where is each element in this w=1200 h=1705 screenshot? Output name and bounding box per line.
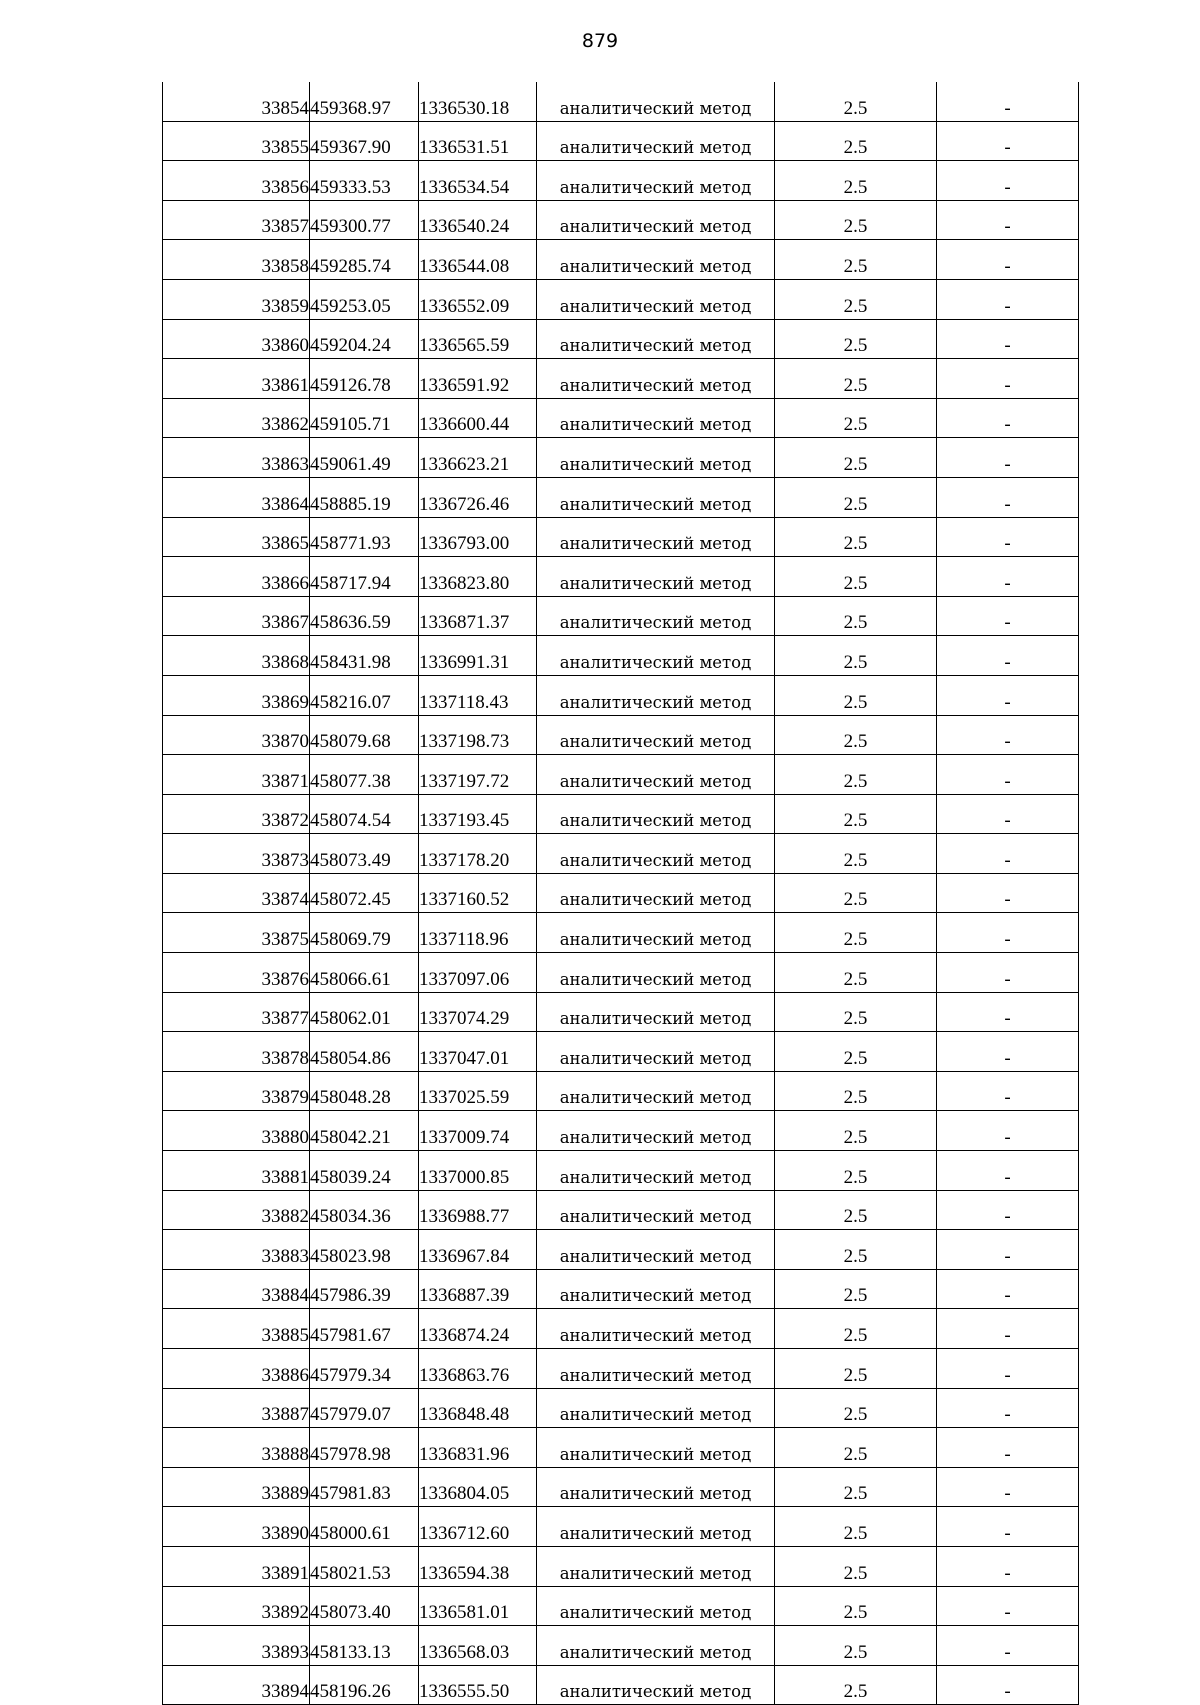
method-cell: аналитический метод <box>537 913 775 953</box>
note-cell: - <box>937 319 1079 359</box>
accuracy-cell: 2.5 <box>775 279 937 319</box>
accuracy-cell: 2.5 <box>775 398 937 438</box>
method-cell: аналитический метод <box>537 1428 775 1468</box>
y-coordinate-cell: 1336871.37 <box>419 596 537 636</box>
method-cell: аналитический метод <box>537 438 775 478</box>
y-coordinate-cell: 1336712.60 <box>419 1507 537 1547</box>
y-coordinate-cell: 1337074.29 <box>419 992 537 1032</box>
x-coordinate-cell: 458196.26 <box>310 1665 419 1705</box>
note-cell: - <box>937 1507 1079 1547</box>
point-number-cell: 33883 <box>163 1230 310 1270</box>
y-coordinate-cell: 1336863.76 <box>419 1349 537 1389</box>
table-row <box>163 873 1079 913</box>
point-number-cell: 33886 <box>163 1349 310 1389</box>
x-coordinate-cell: 458073.49 <box>310 834 419 874</box>
accuracy-cell: 2.5 <box>775 1507 937 1547</box>
x-coordinate-cell: 458771.93 <box>310 517 419 557</box>
table-row <box>163 1190 1079 1230</box>
x-coordinate-cell: 458054.86 <box>310 1032 419 1072</box>
note-cell: - <box>937 1151 1079 1191</box>
accuracy-cell: 2.5 <box>775 755 937 795</box>
y-coordinate-cell: 1336534.54 <box>419 161 537 201</box>
point-number-cell: 33892 <box>163 1586 310 1626</box>
table-row <box>163 1269 1079 1309</box>
table-row <box>163 1626 1079 1666</box>
y-coordinate-cell: 1336991.31 <box>419 636 537 676</box>
y-coordinate-cell: 1336623.21 <box>419 438 537 478</box>
x-coordinate-cell: 457981.67 <box>310 1309 419 1349</box>
x-coordinate-cell: 458062.01 <box>310 992 419 1032</box>
point-number-cell: 33854 <box>163 82 310 121</box>
table-row <box>163 913 1079 953</box>
x-coordinate-cell: 459061.49 <box>310 438 419 478</box>
note-cell: - <box>937 1428 1079 1468</box>
point-number-cell: 33855 <box>163 121 310 161</box>
note-cell: - <box>937 438 1079 478</box>
method-cell: аналитический метод <box>537 557 775 597</box>
point-number-cell: 33884 <box>163 1269 310 1309</box>
table-row <box>163 675 1079 715</box>
method-cell: аналитический метод <box>537 1467 775 1507</box>
note-cell: - <box>937 1586 1079 1626</box>
table-row <box>163 1467 1079 1507</box>
table-row <box>163 1586 1079 1626</box>
accuracy-cell: 2.5 <box>775 477 937 517</box>
note-cell: - <box>937 873 1079 913</box>
y-coordinate-cell: 1336555.50 <box>419 1665 537 1705</box>
accuracy-cell: 2.5 <box>775 359 937 399</box>
point-number-cell: 33876 <box>163 953 310 993</box>
point-number-cell: 33890 <box>163 1507 310 1547</box>
method-cell: аналитический метод <box>537 1111 775 1151</box>
note-cell: - <box>937 596 1079 636</box>
y-coordinate-cell: 1337097.06 <box>419 953 537 993</box>
x-coordinate-cell: 459204.24 <box>310 319 419 359</box>
point-number-cell: 33891 <box>163 1546 310 1586</box>
note-cell: - <box>937 992 1079 1032</box>
x-coordinate-cell: 457978.98 <box>310 1428 419 1468</box>
point-number-cell: 33856 <box>163 161 310 201</box>
method-cell: аналитический метод <box>537 279 775 319</box>
y-coordinate-cell: 1336540.24 <box>419 200 537 240</box>
x-coordinate-cell: 458000.61 <box>310 1507 419 1547</box>
method-cell: аналитический метод <box>537 1071 775 1111</box>
x-coordinate-cell: 459368.97 <box>310 82 419 121</box>
method-cell: аналитический метод <box>537 675 775 715</box>
y-coordinate-cell: 1336568.03 <box>419 1626 537 1666</box>
point-number-cell: 33867 <box>163 596 310 636</box>
note-cell: - <box>937 477 1079 517</box>
method-cell: аналитический метод <box>537 1190 775 1230</box>
y-coordinate-cell: 1336804.05 <box>419 1467 537 1507</box>
accuracy-cell: 2.5 <box>775 1151 937 1191</box>
x-coordinate-cell: 458216.07 <box>310 675 419 715</box>
accuracy-cell: 2.5 <box>775 161 937 201</box>
point-number-cell: 33873 <box>163 834 310 874</box>
y-coordinate-cell: 1336530.18 <box>419 82 537 121</box>
note-cell: - <box>937 200 1079 240</box>
accuracy-cell: 2.5 <box>775 1586 937 1626</box>
method-cell: аналитический метод <box>537 121 775 161</box>
y-coordinate-cell: 1337118.96 <box>419 913 537 953</box>
point-number-cell: 33868 <box>163 636 310 676</box>
point-number-cell: 33893 <box>163 1626 310 1666</box>
method-cell: аналитический метод <box>537 398 775 438</box>
y-coordinate-cell: 1336600.44 <box>419 398 537 438</box>
point-number-cell: 33880 <box>163 1111 310 1151</box>
point-number-cell: 33872 <box>163 794 310 834</box>
x-coordinate-cell: 459333.53 <box>310 161 419 201</box>
x-coordinate-cell: 458133.13 <box>310 1626 419 1666</box>
accuracy-cell: 2.5 <box>775 319 937 359</box>
note-cell: - <box>937 240 1079 280</box>
x-coordinate-cell: 458073.40 <box>310 1586 419 1626</box>
table-row <box>163 1032 1079 1072</box>
method-cell: аналитический метод <box>537 596 775 636</box>
accuracy-cell: 2.5 <box>775 82 937 121</box>
method-cell: аналитический метод <box>537 1151 775 1191</box>
y-coordinate-cell: 1336793.00 <box>419 517 537 557</box>
point-number-cell: 33859 <box>163 279 310 319</box>
coordinates-table <box>162 82 1079 1705</box>
y-coordinate-cell: 1336874.24 <box>419 1309 537 1349</box>
x-coordinate-cell: 458885.19 <box>310 477 419 517</box>
accuracy-cell: 2.5 <box>775 992 937 1032</box>
note-cell: - <box>937 834 1079 874</box>
point-number-cell: 33863 <box>163 438 310 478</box>
note-cell: - <box>937 398 1079 438</box>
point-number-cell: 33888 <box>163 1428 310 1468</box>
accuracy-cell: 2.5 <box>775 200 937 240</box>
y-coordinate-cell: 1336531.51 <box>419 121 537 161</box>
method-cell: аналитический метод <box>537 1586 775 1626</box>
x-coordinate-cell: 458072.45 <box>310 873 419 913</box>
method-cell: аналитический метод <box>537 873 775 913</box>
note-cell: - <box>937 1546 1079 1586</box>
y-coordinate-cell: 1337160.52 <box>419 873 537 913</box>
point-number-cell: 33871 <box>163 755 310 795</box>
method-cell: аналитический метод <box>537 953 775 993</box>
x-coordinate-cell: 458074.54 <box>310 794 419 834</box>
method-cell: аналитический метод <box>537 1626 775 1666</box>
method-cell: аналитический метод <box>537 319 775 359</box>
point-number-cell: 33861 <box>163 359 310 399</box>
note-cell: - <box>937 755 1079 795</box>
point-number-cell: 33894 <box>163 1665 310 1705</box>
accuracy-cell: 2.5 <box>775 794 937 834</box>
accuracy-cell: 2.5 <box>775 636 937 676</box>
method-cell: аналитический метод <box>537 715 775 755</box>
method-cell: аналитический метод <box>537 1032 775 1072</box>
note-cell: - <box>937 636 1079 676</box>
x-coordinate-cell: 459285.74 <box>310 240 419 280</box>
table-row <box>163 794 1079 834</box>
y-coordinate-cell: 1336848.48 <box>419 1388 537 1428</box>
y-coordinate-cell: 1337047.01 <box>419 1032 537 1072</box>
accuracy-cell: 2.5 <box>775 1190 937 1230</box>
note-cell: - <box>937 953 1079 993</box>
accuracy-cell: 2.5 <box>775 675 937 715</box>
x-coordinate-cell: 458066.61 <box>310 953 419 993</box>
note-cell: - <box>937 715 1079 755</box>
x-coordinate-cell: 457986.39 <box>310 1269 419 1309</box>
note-cell: - <box>937 279 1079 319</box>
method-cell: аналитический метод <box>537 1546 775 1586</box>
table-row <box>163 1309 1079 1349</box>
note-cell: - <box>937 359 1079 399</box>
note-cell: - <box>937 1032 1079 1072</box>
point-number-cell: 33887 <box>163 1388 310 1428</box>
point-number-cell: 33869 <box>163 675 310 715</box>
table-row <box>163 82 1079 121</box>
y-coordinate-cell: 1337197.72 <box>419 755 537 795</box>
note-cell: - <box>937 161 1079 201</box>
note-cell: - <box>937 517 1079 557</box>
y-coordinate-cell: 1336831.96 <box>419 1428 537 1468</box>
point-number-cell: 33866 <box>163 557 310 597</box>
table-row <box>163 240 1079 280</box>
y-coordinate-cell: 1336581.01 <box>419 1586 537 1626</box>
accuracy-cell: 2.5 <box>775 1428 937 1468</box>
accuracy-cell: 2.5 <box>775 121 937 161</box>
y-coordinate-cell: 1337198.73 <box>419 715 537 755</box>
method-cell: аналитический метод <box>537 359 775 399</box>
accuracy-cell: 2.5 <box>775 1269 937 1309</box>
y-coordinate-cell: 1336594.38 <box>419 1546 537 1586</box>
note-cell: - <box>937 1349 1079 1389</box>
point-number-cell: 33889 <box>163 1467 310 1507</box>
table-row <box>163 279 1079 319</box>
table-row <box>163 755 1079 795</box>
note-cell: - <box>937 1269 1079 1309</box>
note-cell: - <box>937 1111 1079 1151</box>
method-cell: аналитический метод <box>537 794 775 834</box>
x-coordinate-cell: 458034.36 <box>310 1190 419 1230</box>
point-number-cell: 33875 <box>163 913 310 953</box>
table-row <box>163 1111 1079 1151</box>
accuracy-cell: 2.5 <box>775 715 937 755</box>
accuracy-cell: 2.5 <box>775 953 937 993</box>
accuracy-cell: 2.5 <box>775 1111 937 1151</box>
note-cell: - <box>937 82 1079 121</box>
point-number-cell: 33877 <box>163 992 310 1032</box>
table-row <box>163 715 1079 755</box>
method-cell: аналитический метод <box>537 636 775 676</box>
y-coordinate-cell: 1336565.59 <box>419 319 537 359</box>
y-coordinate-cell: 1336887.39 <box>419 1269 537 1309</box>
point-number-cell: 33865 <box>163 517 310 557</box>
method-cell: аналитический метод <box>537 1388 775 1428</box>
table-row <box>163 121 1079 161</box>
note-cell: - <box>937 1190 1079 1230</box>
table-row <box>163 161 1079 201</box>
y-coordinate-cell: 1336552.09 <box>419 279 537 319</box>
point-number-cell: 33858 <box>163 240 310 280</box>
accuracy-cell: 2.5 <box>775 1665 937 1705</box>
x-coordinate-cell: 457979.07 <box>310 1388 419 1428</box>
table-row <box>163 557 1079 597</box>
table-row <box>163 200 1079 240</box>
x-coordinate-cell: 459126.78 <box>310 359 419 399</box>
note-cell: - <box>937 121 1079 161</box>
x-coordinate-cell: 458039.24 <box>310 1151 419 1191</box>
table-row <box>163 438 1079 478</box>
method-cell: аналитический метод <box>537 992 775 1032</box>
method-cell: аналитический метод <box>537 1230 775 1270</box>
table-row <box>163 992 1079 1032</box>
point-number-cell: 33870 <box>163 715 310 755</box>
method-cell: аналитический метод <box>537 1269 775 1309</box>
method-cell: аналитический метод <box>537 82 775 121</box>
table-row <box>163 319 1079 359</box>
accuracy-cell: 2.5 <box>775 596 937 636</box>
accuracy-cell: 2.5 <box>775 1388 937 1428</box>
method-cell: аналитический метод <box>537 1507 775 1547</box>
table-row <box>163 1665 1079 1705</box>
x-coordinate-cell: 459367.90 <box>310 121 419 161</box>
accuracy-cell: 2.5 <box>775 517 937 557</box>
table-row <box>163 1388 1079 1428</box>
method-cell: аналитический метод <box>537 1349 775 1389</box>
method-cell: аналитический метод <box>537 477 775 517</box>
table-row <box>163 1151 1079 1191</box>
point-number-cell: 33885 <box>163 1309 310 1349</box>
point-number-cell: 33857 <box>163 200 310 240</box>
y-coordinate-cell: 1336544.08 <box>419 240 537 280</box>
note-cell: - <box>937 1388 1079 1428</box>
table-row <box>163 359 1079 399</box>
method-cell: аналитический метод <box>537 200 775 240</box>
x-coordinate-cell: 458021.53 <box>310 1546 419 1586</box>
note-cell: - <box>937 1309 1079 1349</box>
table-row <box>163 398 1079 438</box>
table-row <box>163 1071 1079 1111</box>
note-cell: - <box>937 1071 1079 1111</box>
y-coordinate-cell: 1337000.85 <box>419 1151 537 1191</box>
table-row <box>163 1428 1079 1468</box>
y-coordinate-cell: 1337118.43 <box>419 675 537 715</box>
accuracy-cell: 2.5 <box>775 913 937 953</box>
accuracy-cell: 2.5 <box>775 1309 937 1349</box>
note-cell: - <box>937 913 1079 953</box>
table-row <box>163 1349 1079 1389</box>
accuracy-cell: 2.5 <box>775 557 937 597</box>
y-coordinate-cell: 1337193.45 <box>419 794 537 834</box>
table-row <box>163 1546 1079 1586</box>
accuracy-cell: 2.5 <box>775 1546 937 1586</box>
method-cell: аналитический метод <box>537 161 775 201</box>
x-coordinate-cell: 458079.68 <box>310 715 419 755</box>
x-coordinate-cell: 458636.59 <box>310 596 419 636</box>
x-coordinate-cell: 457981.83 <box>310 1467 419 1507</box>
y-coordinate-cell: 1337025.59 <box>419 1071 537 1111</box>
y-coordinate-cell: 1336967.84 <box>419 1230 537 1270</box>
x-coordinate-cell: 458042.21 <box>310 1111 419 1151</box>
note-cell: - <box>937 1626 1079 1666</box>
x-coordinate-cell: 459253.05 <box>310 279 419 319</box>
coordinates-table-body <box>163 82 1079 1705</box>
x-coordinate-cell: 458717.94 <box>310 557 419 597</box>
accuracy-cell: 2.5 <box>775 873 937 913</box>
method-cell: аналитический метод <box>537 240 775 280</box>
table-row <box>163 596 1079 636</box>
y-coordinate-cell: 1336988.77 <box>419 1190 537 1230</box>
x-coordinate-cell: 458069.79 <box>310 913 419 953</box>
point-number-cell: 33874 <box>163 873 310 913</box>
y-coordinate-cell: 1336726.46 <box>419 477 537 517</box>
accuracy-cell: 2.5 <box>775 1349 937 1389</box>
point-number-cell: 33879 <box>163 1071 310 1111</box>
table-row <box>163 1230 1079 1270</box>
point-number-cell: 33862 <box>163 398 310 438</box>
point-number-cell: 33864 <box>163 477 310 517</box>
y-coordinate-cell: 1336591.92 <box>419 359 537 399</box>
x-coordinate-cell: 459300.77 <box>310 200 419 240</box>
method-cell: аналитический метод <box>537 1665 775 1705</box>
x-coordinate-cell: 458431.98 <box>310 636 419 676</box>
note-cell: - <box>937 1467 1079 1507</box>
note-cell: - <box>937 794 1079 834</box>
table-row <box>163 953 1079 993</box>
y-coordinate-cell: 1337009.74 <box>419 1111 537 1151</box>
method-cell: аналитический метод <box>537 1309 775 1349</box>
y-coordinate-cell: 1336823.80 <box>419 557 537 597</box>
accuracy-cell: 2.5 <box>775 1467 937 1507</box>
x-coordinate-cell: 458077.38 <box>310 755 419 795</box>
accuracy-cell: 2.5 <box>775 1230 937 1270</box>
note-cell: - <box>937 557 1079 597</box>
point-number-cell: 33881 <box>163 1151 310 1191</box>
table-row <box>163 636 1079 676</box>
note-cell: - <box>937 1665 1079 1705</box>
point-number-cell: 33860 <box>163 319 310 359</box>
table-row <box>163 834 1079 874</box>
point-number-cell: 33882 <box>163 1190 310 1230</box>
page-number: 879 <box>581 30 619 52</box>
table-row <box>163 477 1079 517</box>
x-coordinate-cell: 458023.98 <box>310 1230 419 1270</box>
method-cell: аналитический метод <box>537 755 775 795</box>
accuracy-cell: 2.5 <box>775 1032 937 1072</box>
note-cell: - <box>937 675 1079 715</box>
accuracy-cell: 2.5 <box>775 1071 937 1111</box>
table-row <box>163 517 1079 557</box>
y-coordinate-cell: 1337178.20 <box>419 834 537 874</box>
accuracy-cell: 2.5 <box>775 834 937 874</box>
method-cell: аналитический метод <box>537 834 775 874</box>
method-cell: аналитический метод <box>537 517 775 557</box>
point-number-cell: 33878 <box>163 1032 310 1072</box>
accuracy-cell: 2.5 <box>775 240 937 280</box>
x-coordinate-cell: 458048.28 <box>310 1071 419 1111</box>
accuracy-cell: 2.5 <box>775 438 937 478</box>
accuracy-cell: 2.5 <box>775 1626 937 1666</box>
x-coordinate-cell: 459105.71 <box>310 398 419 438</box>
note-cell: - <box>937 1230 1079 1270</box>
x-coordinate-cell: 457979.34 <box>310 1349 419 1389</box>
table-row <box>163 1507 1079 1547</box>
